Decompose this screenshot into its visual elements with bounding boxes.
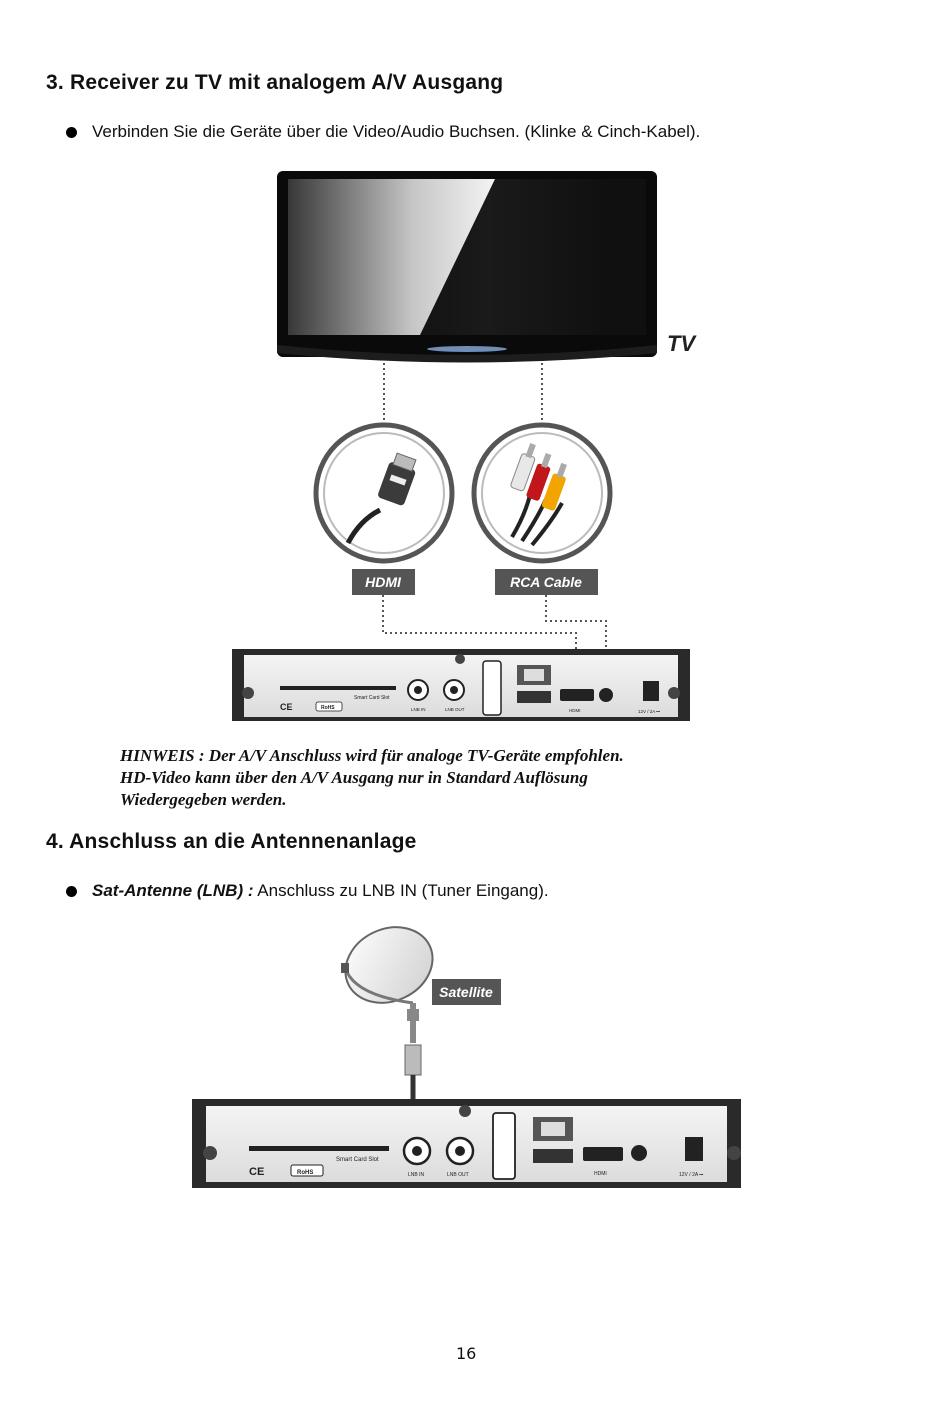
svg-text:HDMI: HDMI [569, 708, 581, 713]
svg-text:CE: CE [249, 1166, 265, 1178]
svg-text:LNB IN: LNB IN [411, 707, 426, 712]
receiver-back-panel-icon [232, 649, 690, 721]
note-line-2: HD-Video kann über den A/V Ausgang nur in Standard Auflösung [120, 768, 588, 787]
note-block [120, 745, 624, 811]
svg-text:CE: CE [280, 702, 293, 712]
receiver-back-panel-icon [192, 1099, 741, 1188]
svg-text:LNB OUT: LNB OUT [447, 1172, 469, 1178]
note-line-3: Wiedergegeben werden. [120, 790, 287, 809]
svg-text:LNB IN: LNB IN [408, 1172, 425, 1178]
section-3-heading: 3. Receiver zu TV mit analogem A/V Ausgang [46, 71, 504, 94]
svg-text:Smart Card Slot: Smart Card Slot [336, 1157, 379, 1163]
page-number: 16 [456, 1344, 477, 1363]
satellite-dish-icon [333, 925, 445, 1125]
section-4-heading: 4. Anschluss an die Antennenanlage [46, 830, 417, 853]
bullet-bold-part: Sat-Antenne (LNB) : [92, 881, 254, 900]
tv-connection-diagram [220, 165, 710, 730]
svg-text:RoHS: RoHS [297, 1170, 314, 1176]
satellite-label: Satellite [439, 984, 493, 1000]
svg-text:12V / 2A ⎓: 12V / 2A ⎓ [679, 1172, 704, 1178]
rca-cable-icon [474, 425, 610, 561]
svg-text:RoHS: RoHS [321, 705, 335, 711]
bullet-icon [66, 127, 77, 138]
rca-cable-label: RCA Cable [510, 574, 582, 590]
svg-text:12V / 2A ⎓: 12V / 2A ⎓ [638, 709, 660, 714]
bullet-rest-part: Anschluss zu LNB IN (Tuner Eingang). [253, 881, 549, 900]
svg-text:Smart Card Slot: Smart Card Slot [354, 695, 390, 701]
satellite-connection-diagram [185, 925, 750, 1195]
hdmi-label: HDMI [365, 574, 401, 590]
svg-text:LNB OUT: LNB OUT [445, 707, 465, 712]
note-line-1: HINWEIS : Der A/V Anschluss wird für analoge TV-Geräte empfohlen. [120, 746, 624, 765]
hdmi-cable-icon [316, 425, 452, 561]
tv-icon [277, 171, 657, 363]
bullet-icon [66, 886, 77, 897]
section-4-bullet-text [92, 881, 549, 901]
section-3-bullet-text: Verbinden Sie die Geräte über die Video/Audio Buchsen. (Klinke & Cinch-Kabel). [92, 122, 701, 141]
svg-text:HDMI: HDMI [594, 1171, 607, 1177]
tv-label: TV [667, 331, 696, 356]
